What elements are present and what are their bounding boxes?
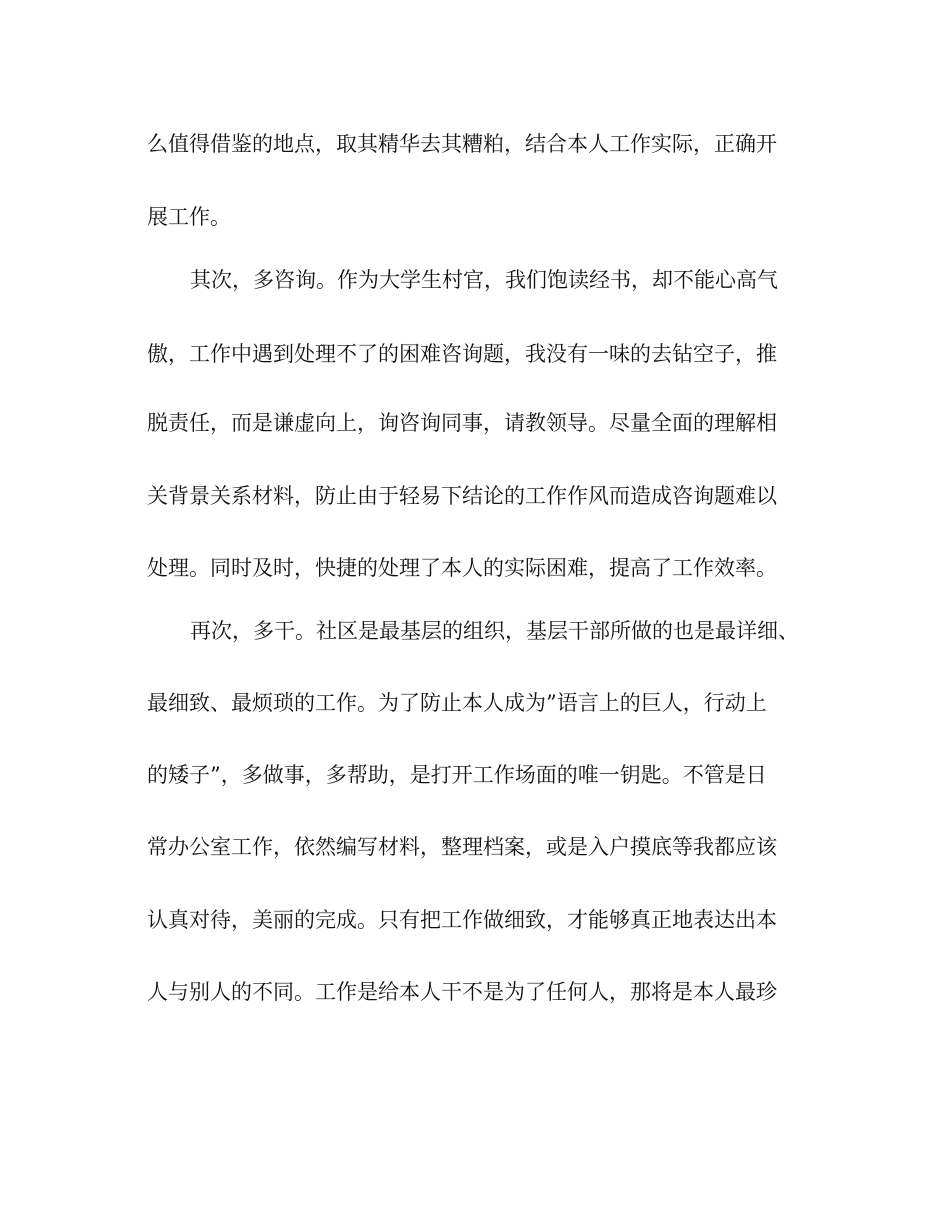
text-line: 的矮子”，多做事，多帮助，是打开工作场面的唯一钥匙。不管是日 <box>147 763 767 787</box>
text-line: 常办公室工作，依然编写材料，整理档案，或是入户摸底等我都应该 <box>147 835 777 859</box>
paragraph-start-line: 再次，多干。社区是最基层的组织，基层干部所做的也是最详细、 <box>190 619 799 643</box>
text-line: 关背景关系材料，防止由于轻易下结论的工作作风而造成咨询题难以 <box>147 484 777 508</box>
text-line: 最细致、最烦琐的工作。为了防止本人成为”语言上的巨人，行动上 <box>147 691 767 715</box>
text-line: 人与别人的不同。工作是给本人干不是为了任何人，那将是本人最珍 <box>147 980 777 1004</box>
paragraph-start-line: 其次，多咨询。作为大学生村官，我们饱读经书，却不能心高气 <box>190 268 778 292</box>
text-line: 处理。同时及时，快捷的处理了本人的实际困难，提高了工作效率。 <box>147 556 777 580</box>
text-line: 傲，工作中遇到处理不了的困难咨询题，我没有一味的去钻空子，推 <box>147 342 777 366</box>
text-line: 展工作。 <box>147 205 231 229</box>
text-line: 脱责任，而是谦虚向上，询咨询同事，请教领导。尽量全面的理解相 <box>147 411 777 435</box>
text-line: 么值得借鉴的地点，取其精华去其糟粕，结合本人工作实际，正确开 <box>147 132 777 156</box>
text-line: 认真对待，美丽的完成。只有把工作做细致，才能够真正地表达出本 <box>147 908 777 932</box>
